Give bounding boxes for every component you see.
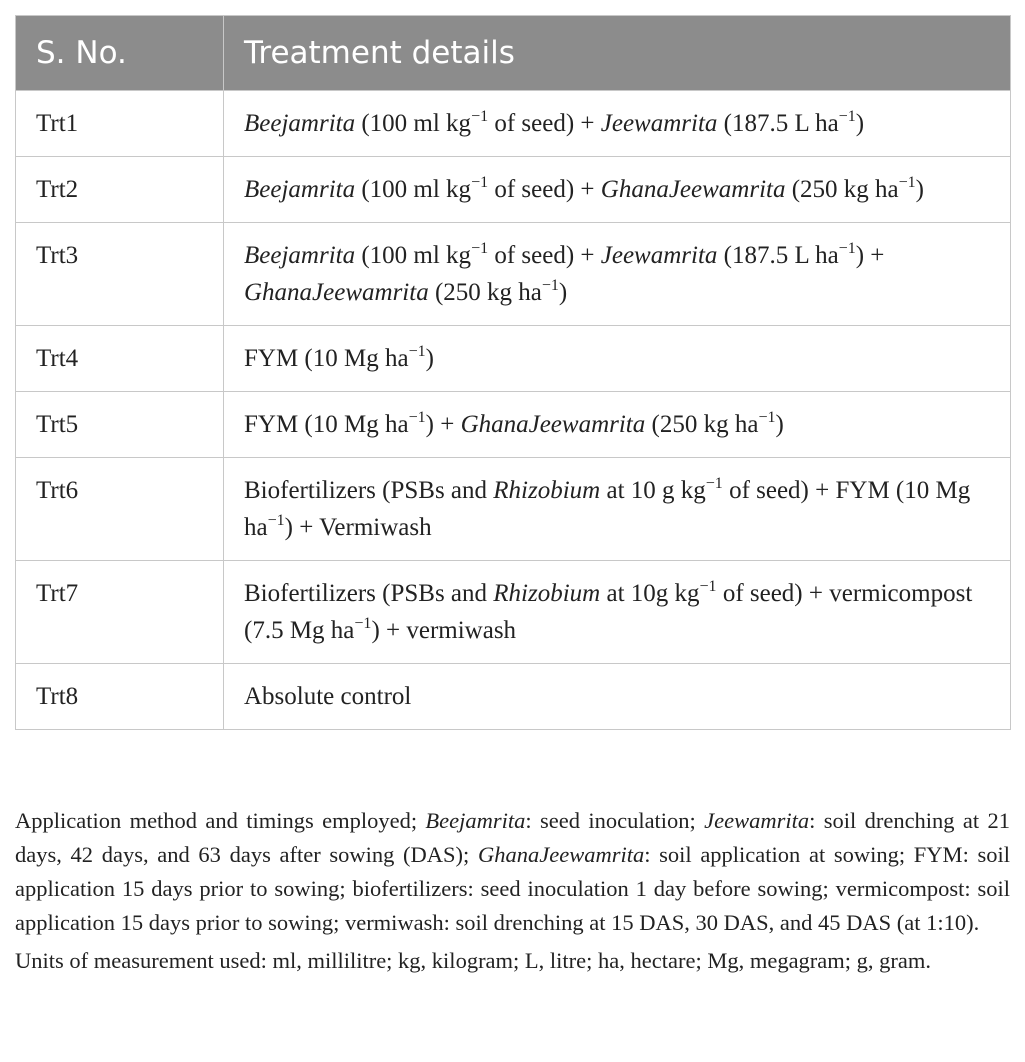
table-row [16, 458, 1011, 561]
superscript-exponent: −1 [705, 475, 723, 492]
table-row [16, 223, 1011, 326]
text-segment: ) [855, 110, 865, 137]
superscript-exponent: −1 [898, 174, 916, 191]
text-segment: Units of measurement used: ml, millilitre; kg, kilogram; L, litre; ha, hectare; Mg, megagram; g, gram. [15, 948, 932, 973]
text-segment: ) + Vermiwash [284, 514, 432, 541]
text-segment: ) + vermiwash [371, 617, 517, 644]
table-row [16, 157, 1011, 223]
treatment-id-cell: Trt1 [16, 91, 224, 157]
text-segment: FYM (10 Mg ha [244, 345, 409, 372]
treatment-details-cell [224, 91, 1011, 157]
text-segment: ) [775, 411, 784, 438]
italic-term: Beejamrita [244, 176, 356, 203]
header-treatment-details: Treatment details [224, 16, 1011, 91]
text-segment: of seed) + FYM (10 Mg ha [244, 477, 971, 541]
text-segment: : soil drenching at 21 days, 42 days, and 63 days after sowing (DAS); [15, 808, 1010, 867]
table-row [16, 326, 1011, 392]
header-serial-number: S. No. [16, 16, 224, 91]
table-row [16, 561, 1011, 664]
table-row [16, 392, 1011, 458]
text-segment: ) + [425, 411, 461, 438]
treatment-details-cell [224, 458, 1011, 561]
text-segment: ) [558, 279, 568, 306]
superscript-exponent: −1 [838, 240, 856, 257]
text-segment: (250 kg ha [785, 176, 899, 203]
treatment-details-cell [224, 561, 1011, 664]
treatment-id-cell: Trt2 [16, 157, 224, 223]
text-segment: ) [915, 176, 924, 203]
treatment-id-cell: Trt8 [16, 664, 224, 730]
superscript-exponent: −1 [471, 240, 489, 257]
italic-term: Beejamrita [425, 808, 526, 833]
table-row [16, 91, 1011, 157]
superscript-exponent: −1 [267, 512, 285, 529]
italic-term: Jeewamrita [600, 110, 718, 137]
text-segment: Biofertilizers (PSBs and [244, 477, 494, 504]
text-segment: Absolute control [244, 683, 412, 710]
treatment-details-cell [224, 326, 1011, 392]
italic-term: Rhizobium [493, 477, 601, 504]
text-segment: (187.5 L ha [717, 242, 839, 269]
superscript-exponent: −1 [408, 409, 426, 426]
text-segment: of seed) + [488, 176, 601, 203]
treatment-id-cell: Trt7 [16, 561, 224, 664]
text-segment: Application method and timings employed; [15, 808, 426, 833]
italic-term: Beejamrita [244, 110, 356, 137]
italic-term: GhanaJeewamrita [477, 842, 645, 867]
footnote-paragraph [15, 944, 1010, 978]
italic-term: GhanaJeewamrita [600, 176, 786, 203]
text-segment: of seed) + vermicompost (7.5 Mg ha [244, 580, 973, 644]
superscript-exponent: −1 [408, 343, 426, 360]
text-segment: Biofertilizers (PSBs and [244, 580, 494, 607]
treatment-id-cell: Trt3 [16, 223, 224, 326]
superscript-exponent: −1 [758, 409, 776, 426]
text-segment: of seed) + [488, 242, 601, 269]
text-segment: : seed inoculation; [525, 808, 705, 833]
text-segment: (100 ml kg [355, 110, 472, 137]
text-segment: (187.5 L ha [717, 110, 839, 137]
text-segment: at 10 g kg [600, 477, 706, 504]
treatment-id-cell: Trt4 [16, 326, 224, 392]
footnote-paragraph [15, 804, 1010, 940]
text-segment: (250 kg ha [428, 279, 542, 306]
treatment-table [15, 15, 1011, 730]
treatment-id-cell: Trt5 [16, 392, 224, 458]
treatment-details-cell [224, 664, 1011, 730]
italic-term: Rhizobium [493, 580, 601, 607]
treatment-id-cell: Trt6 [16, 458, 224, 561]
text-segment: (100 ml kg [355, 242, 472, 269]
treatment-table-container [15, 15, 1010, 730]
table-header [16, 16, 1011, 91]
treatment-details-cell [224, 223, 1011, 326]
superscript-exponent: −1 [354, 615, 372, 632]
treatment-details-cell [224, 157, 1011, 223]
superscript-exponent: −1 [471, 174, 489, 191]
superscript-exponent: −1 [471, 108, 489, 125]
text-segment: (100 ml kg [355, 176, 472, 203]
text-segment: of seed) + [488, 110, 601, 137]
superscript-exponent: −1 [699, 578, 717, 595]
text-segment: ) + [855, 242, 885, 269]
italic-term: Jeewamrita [600, 242, 718, 269]
table-footnotes [15, 804, 1010, 978]
treatment-details-cell [224, 392, 1011, 458]
text-segment: ) [425, 345, 434, 372]
italic-term: GhanaJeewamrita [244, 279, 429, 306]
superscript-exponent: −1 [541, 277, 559, 294]
superscript-exponent: −1 [838, 108, 856, 125]
italic-term: Beejamrita [244, 242, 356, 269]
text-segment: FYM (10 Mg ha [244, 411, 409, 438]
header-row [16, 16, 1011, 91]
italic-term: GhanaJeewamrita [460, 411, 646, 438]
table-body [16, 91, 1011, 730]
italic-term: Jeewamrita [704, 808, 810, 833]
text-segment: : soil application at sowing; FYM: soil application 15 days prior to sowing; biofertilizers: seed inoculation 1 day before sowing; vermicompost: soil application 15 days prior to sowing; vermiwash: soil drenching at 15 DAS, 30 DAS, and 45 DAS (at 1:10). [15, 842, 1010, 935]
text-segment: at 10g kg [600, 580, 700, 607]
text-segment: (250 kg ha [645, 411, 759, 438]
table-row [16, 664, 1011, 730]
